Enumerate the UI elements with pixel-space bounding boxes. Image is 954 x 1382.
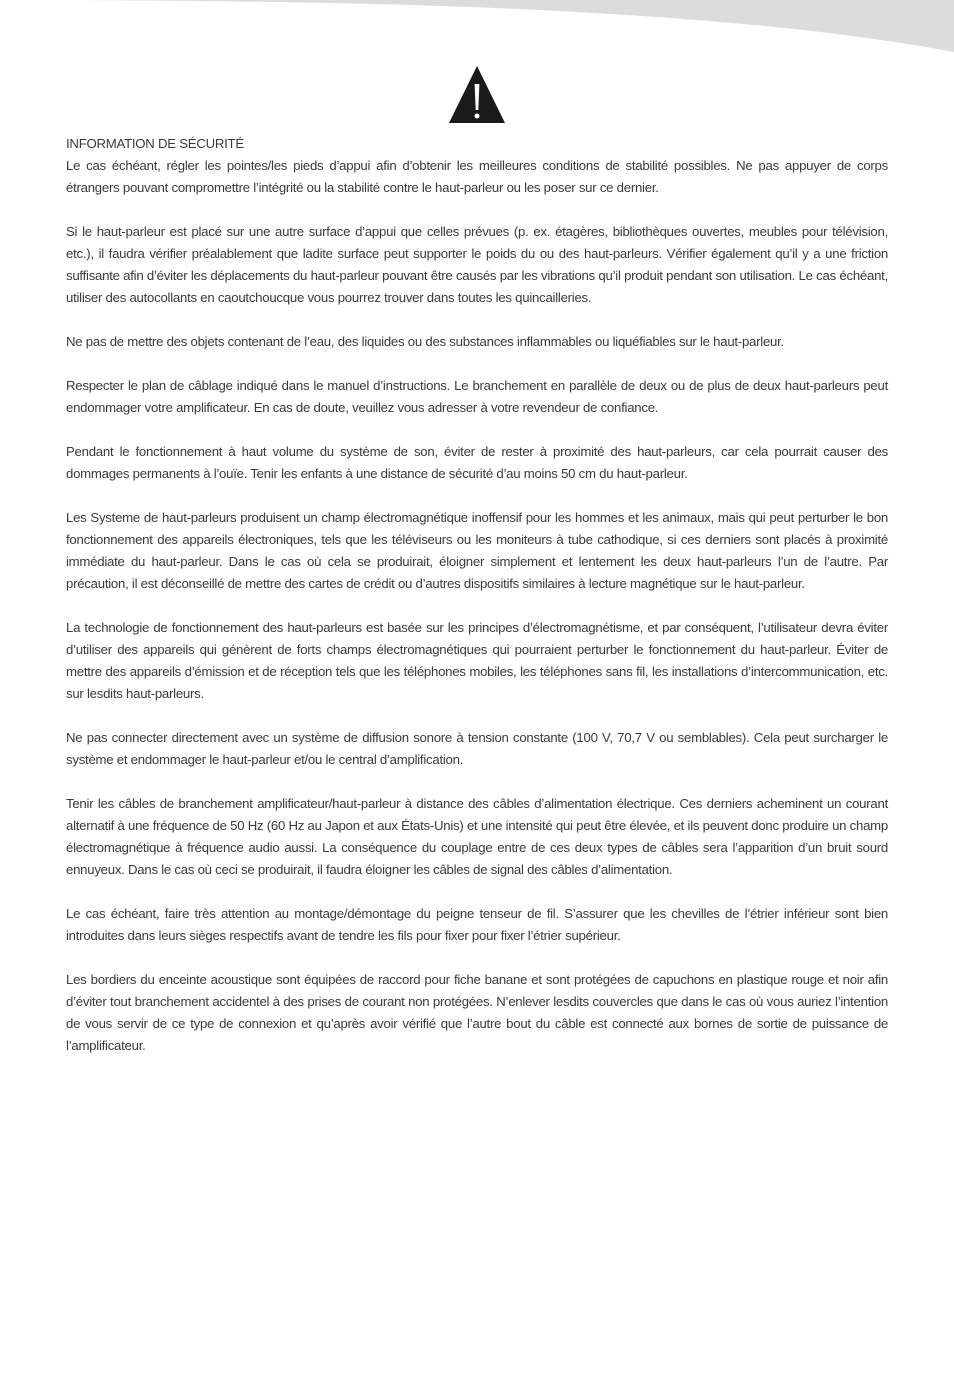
paragraph-liquids: Ne pas de mettre des objets contenant de l’eau, des liquides ou des substances inflammables ou liquéfiables sur le haut-parleur. <box>66 334 784 349</box>
warning-triangle-icon <box>447 64 507 124</box>
paragraph-constant-voltage: Ne pas connecter directement avec un système de diffusion sonore à tension constante (100 V, 70,7 V ou semblables). Cela peut surcharger le système et endommager le haut-parleur et/ou le central d’amplification. <box>66 730 888 767</box>
paragraph-tensioner: Le cas échéant, faire très attention au montage/démontage du peigne tenseur de fil. S’assurer que les chevilles de l’étrier inférieur sont bien introduites dans leurs sièges respectifs avant de tendre les fils pour fixer pour fixer l’étrier supérieur. <box>66 906 888 943</box>
paragraph-support-surface: Si le haut-parleur est placé sur une autre surface d’appui que celles prévues (p. ex. étagères, bibliothèques ouvertes, meubles pour télévision, etc.), il faudra vérifier préalablement que ladite surface peut supporter le poids du ou des haut-parleurs. Vérifier également qu’il y a une friction suffisante afin d’éviter les déplacements du haut-parleur pouvant être causés par les vibrations qu’il produit pendant son utilisation. Le cas échéant, utiliser des autocollants en caoutchoucque vous pourrez trouver dans toutes les quincailleries. <box>66 224 888 305</box>
paragraph-wiring: Respecter le plan de câblage indiqué dans le manuel d’instructions. Le branchement en parallèle de deux ou de plus de deux haut-parleurs peut endommager votre amplificateur. En cas de doute, veuillez vous adresser à votre revendeur de confiance. <box>66 378 888 415</box>
safety-information <box>66 133 888 1079</box>
header-band <box>0 0 954 52</box>
paragraph-electromagnetism: La technologie de fonctionnement des haut-parleurs est basée sur les principes d’électromagnétisme, et par conséquent, l’utilisateur devra éviter d’utiliser des appareils qui génèrent de forts champs électromagnétiques qui pourraient perturber le fonctionnement du haut-parleur. Éviter de mettre des appareils d’émission et de réception tels que les téléphones mobiles, les téléphones sans fil, les installations d’intercommunication, etc. sur lesdits haut-parleurs. <box>66 620 888 701</box>
section-title: INFORMATION DE SÉCURITÉ <box>66 136 244 151</box>
paragraph-terminals: Les bordiers du enceinte acoustique sont équipées de raccord pour fiche banane et sont protégées de capuchons en plastique rouge et noir afin d’éviter tout branchement accidentel à des prises de courant non protégées. N’enlever lesdits couvercles que dans le cas où vous auriez l’intention de vous servir de ce type de connexion et qu’après avoir vérifié que l’autre bout du câble est connecté aux bornes de sortie de puissance de l’amplificateur. <box>66 972 888 1053</box>
paragraph-cables: Tenir les câbles de branchement amplificateur/haut-parleur à distance des câbles d’alimentation électrique. Ces derniers acheminent un courant alternatif à une fréquence de 50 Hz (60 Hz au Japon et aux États-Unis) et une intensité qui peut être élevée, et ils peuvent donc produire un champ électromagnétique à fréquence audio aussi. La conséquence du couplage entre de ces deux types de câbles sera l’apparition d’un bruit sourd ennuyeux. Dans le cas où ceci se produirait, il faudra éloigner les câbles de signal des câbles d’alimentation. <box>66 796 888 877</box>
paragraph-volume: Pendant le fonctionnement à haut volume du système de son, éviter de rester à proximité des haut-parleurs, car cela pourrait causer des dommages permanents à l’ouïe. Tenir les enfants à une distance de sécurité d’au moins 50 cm du haut-parleur. <box>66 444 888 481</box>
paragraph-magnetic-field: Les Systeme de haut-parleurs produisent un champ électromagnétique inoffensif pour les hommes et les animaux, mais qui peut perturber le bon fonctionnement des appareils électroniques, tels que les téléviseurs ou les moniteurs à tube cathodique, si ces derniers sont placés à proximité immédiate du haut-parleur. Dans le cas où cela se produirait, éloigner simplement et lentement les deux haut-parleurs l’un de l’autre. Par précaution, il est déconseillé de mettre des cartes de crédit ou d’autres dispositifs similaires à lecture magnétique sur le haut-parleur. <box>66 510 888 591</box>
paragraph-stability: Le cas échéant, régler les pointes/les pieds d’appui afin d’obtenir les meilleures conditions de stabilité possibles. Ne pas appuyer de corps étrangers pouvant compromettre l’intégrité ou la stabilité contre le haut-parleur ou les poser sur ce dernier. <box>66 158 888 195</box>
